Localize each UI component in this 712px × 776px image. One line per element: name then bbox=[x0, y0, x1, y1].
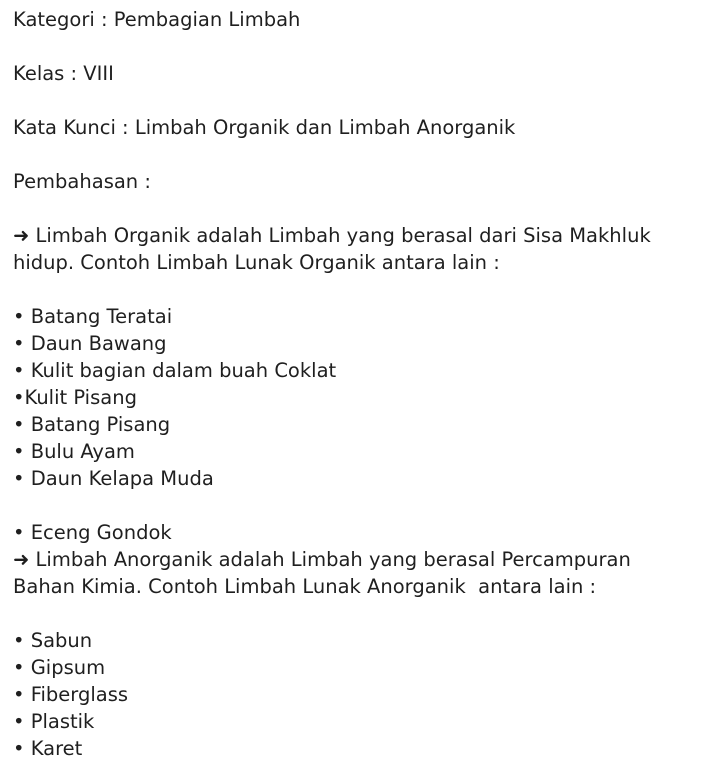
class-line: Kelas : VIII bbox=[13, 62, 114, 85]
list-item: • Daun Kelapa Muda bbox=[13, 467, 214, 490]
spacer bbox=[13, 141, 703, 168]
list-item: • Plastik bbox=[13, 710, 95, 733]
organic-list bbox=[13, 303, 703, 492]
list-item: • Sabun bbox=[13, 629, 93, 652]
spacer bbox=[13, 276, 703, 303]
anorganic-list bbox=[13, 627, 703, 762]
list-item: • Fiberglass bbox=[13, 683, 129, 706]
spacer bbox=[13, 492, 703, 519]
category-line: Kategori : Pembagian Limbah bbox=[13, 8, 301, 31]
list-item: •Kulit Pisang bbox=[13, 386, 137, 409]
list-item: • Daun Bawang bbox=[13, 332, 167, 355]
list-item: • Eceng Gondok bbox=[13, 521, 172, 544]
list-item: • Batang Teratai bbox=[13, 305, 173, 328]
anorganic-intro-line-1: ➜ Limbah Anorganik adalah Limbah yang berasal Percampuran bbox=[13, 548, 631, 571]
organic-intro-line-2: hidup. Contoh Limbah Lunak Organik antara lain : bbox=[13, 251, 500, 274]
list-item: • Gipsum bbox=[13, 656, 106, 679]
keywords-line: Kata Kunci : Limbah Organik dan Limbah Anorganik bbox=[13, 116, 516, 139]
document-body bbox=[13, 6, 703, 762]
discussion-heading: Pembahasan : bbox=[13, 170, 151, 193]
spacer bbox=[13, 195, 703, 222]
organic-intro-line-1: ➜ Limbah Organik adalah Limbah yang berasal dari Sisa Makhluk bbox=[13, 224, 651, 247]
list-item: • Kulit bagian dalam buah Coklat bbox=[13, 359, 337, 382]
list-item: • Karet bbox=[13, 737, 83, 760]
list-item: • Batang Pisang bbox=[13, 413, 171, 436]
list-item: • Bulu Ayam bbox=[13, 440, 135, 463]
spacer bbox=[13, 87, 703, 114]
anorganic-intro-line-2: Bahan Kimia. Contoh Limbah Lunak Anorganik antara lain : bbox=[13, 575, 597, 598]
spacer bbox=[13, 33, 703, 60]
spacer bbox=[13, 600, 703, 627]
